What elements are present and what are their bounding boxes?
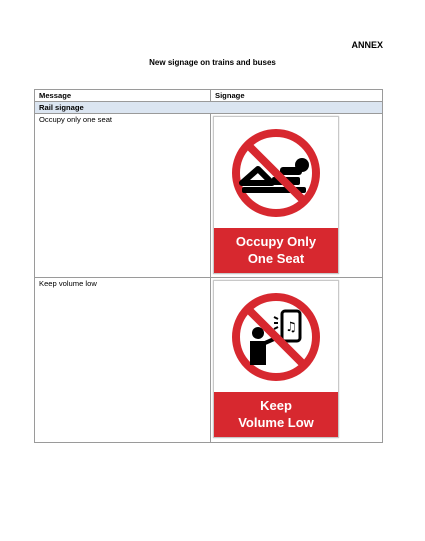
sign-keep-volume-low (213, 280, 339, 438)
sign-banner (214, 228, 338, 273)
section-title: Rail signage (35, 102, 383, 114)
no-lying-on-seat-icon (228, 125, 324, 221)
sign-banner (214, 392, 338, 437)
sign-occupy-one-seat (213, 116, 339, 274)
page-title: New signage on trains and buses (149, 58, 276, 67)
column-header-signage: Signage (211, 90, 383, 102)
svg-text:♫: ♫ (285, 320, 297, 335)
sign-text-line2: Volume Low (238, 415, 314, 430)
sign-text-line2: One Seat (247, 251, 305, 266)
sign-text-line1: Keep (260, 398, 292, 413)
signage-cell (211, 278, 383, 443)
table-row (35, 114, 383, 278)
sign-text-line1: Occupy Only (235, 234, 317, 249)
column-header-message: Message (35, 90, 211, 102)
message-cell: Keep volume low (35, 278, 211, 443)
signage-cell (211, 114, 383, 278)
no-loud-phone-icon (228, 289, 324, 385)
section-row (35, 102, 383, 114)
message-cell: Occupy only one seat (35, 114, 211, 278)
annex-label: ANNEX (351, 40, 383, 50)
table-row (35, 278, 383, 443)
signage-table (34, 89, 383, 443)
table-header-row (35, 90, 383, 102)
